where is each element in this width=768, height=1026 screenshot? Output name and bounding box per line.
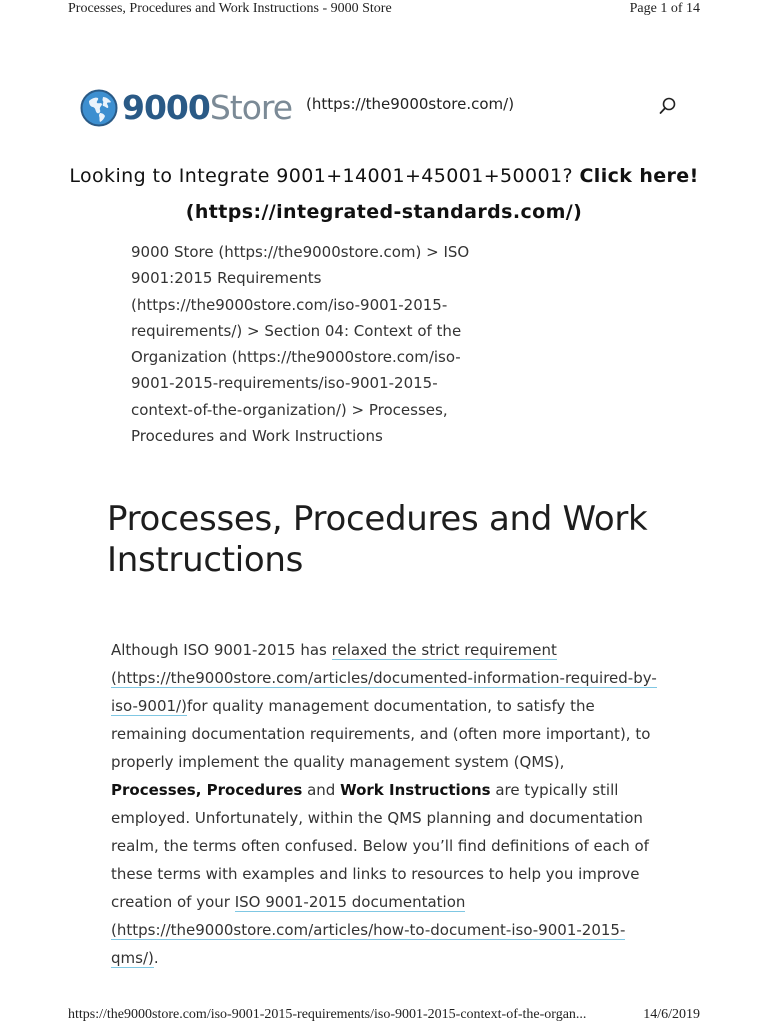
promo-banner xyxy=(0,158,768,230)
bold-term-processes: Processes, Procedures xyxy=(111,781,303,799)
promo-text: Looking to Integrate 9001+14001+45001+50001? xyxy=(69,165,573,187)
site-header xyxy=(80,84,668,130)
breadcrumb-separator: > xyxy=(242,321,265,340)
print-header xyxy=(0,0,768,20)
globe-icon xyxy=(80,89,118,127)
logo-wordmark xyxy=(122,86,292,130)
logo-number: 9000 xyxy=(122,88,210,127)
paragraph-text: Although ISO 9001-2015 has xyxy=(111,641,332,659)
site-logo[interactable] xyxy=(80,86,292,130)
paragraph-text: for quality management documentation, to satisfy the remaining documentation requirements, and (often more important), to properly implement the quality management system (QMS), xyxy=(111,697,651,771)
print-header-page: Page 1 of 14 xyxy=(629,1,700,16)
page-title: Processes, Procedures and Work Instructions xyxy=(107,499,648,580)
paragraph-text: are typically still employed. Unfortunately, within the QMS planning and documentation realm, the terms often confused. Below you’ll find definitions of each of these terms with examples and links to resources to help you improve creation of your xyxy=(111,781,649,911)
search-icon[interactable] xyxy=(658,96,678,116)
paragraph-text: and xyxy=(302,781,341,799)
breadcrumb-item-current: Processes, Procedures and Work Instructions xyxy=(131,400,448,446)
promo-cta[interactable]: Click here! xyxy=(579,165,699,187)
breadcrumb xyxy=(131,239,491,449)
breadcrumb-item-home[interactable]: 9000 Store (https://the9000store.com) xyxy=(131,243,422,261)
breadcrumb-item-section[interactable]: Section 04: Context of the Organization (https://the9000store.com/iso-9001-2015-requirements/iso-9001-2015-context-of-the-organization/) xyxy=(131,321,462,419)
paragraph-text: . xyxy=(153,949,159,967)
print-footer-date: 14/6/2019 xyxy=(643,1007,700,1022)
breadcrumb-separator: > xyxy=(346,400,369,419)
home-link[interactable]: (https://the9000store.com/) xyxy=(306,95,515,113)
breadcrumb-item-requirements[interactable]: ISO 9001:2015 Requirements (https://the9000store.com/iso-9001-2015-requirements/) xyxy=(131,243,470,340)
relaxed-requirement-link[interactable]: relaxed the strict requirement (https://the9000store.com/articles/documented-information-required-by-iso-9001/) xyxy=(111,641,657,715)
intro-paragraph xyxy=(111,636,659,972)
promo-cta-url[interactable]: (https://integrated-standards.com/) xyxy=(185,201,583,223)
print-footer-url: https://the9000store.com/iso-9001-2015-requirements/iso-9001-2015-context-of-the-organ... xyxy=(68,1007,587,1022)
print-header-title: Processes, Procedures and Work Instructions - 9000 Store xyxy=(68,1,392,16)
iso-documentation-link[interactable]: ISO 9001-2015 documentation (https://the9000store.com/articles/how-to-document-iso-9001-2015-qms/) xyxy=(111,893,626,967)
logo-word: Store xyxy=(209,88,293,127)
breadcrumb-separator: > xyxy=(421,243,444,261)
print-footer xyxy=(0,1006,768,1026)
bold-term-work-instructions: Work Instructions xyxy=(340,781,491,799)
